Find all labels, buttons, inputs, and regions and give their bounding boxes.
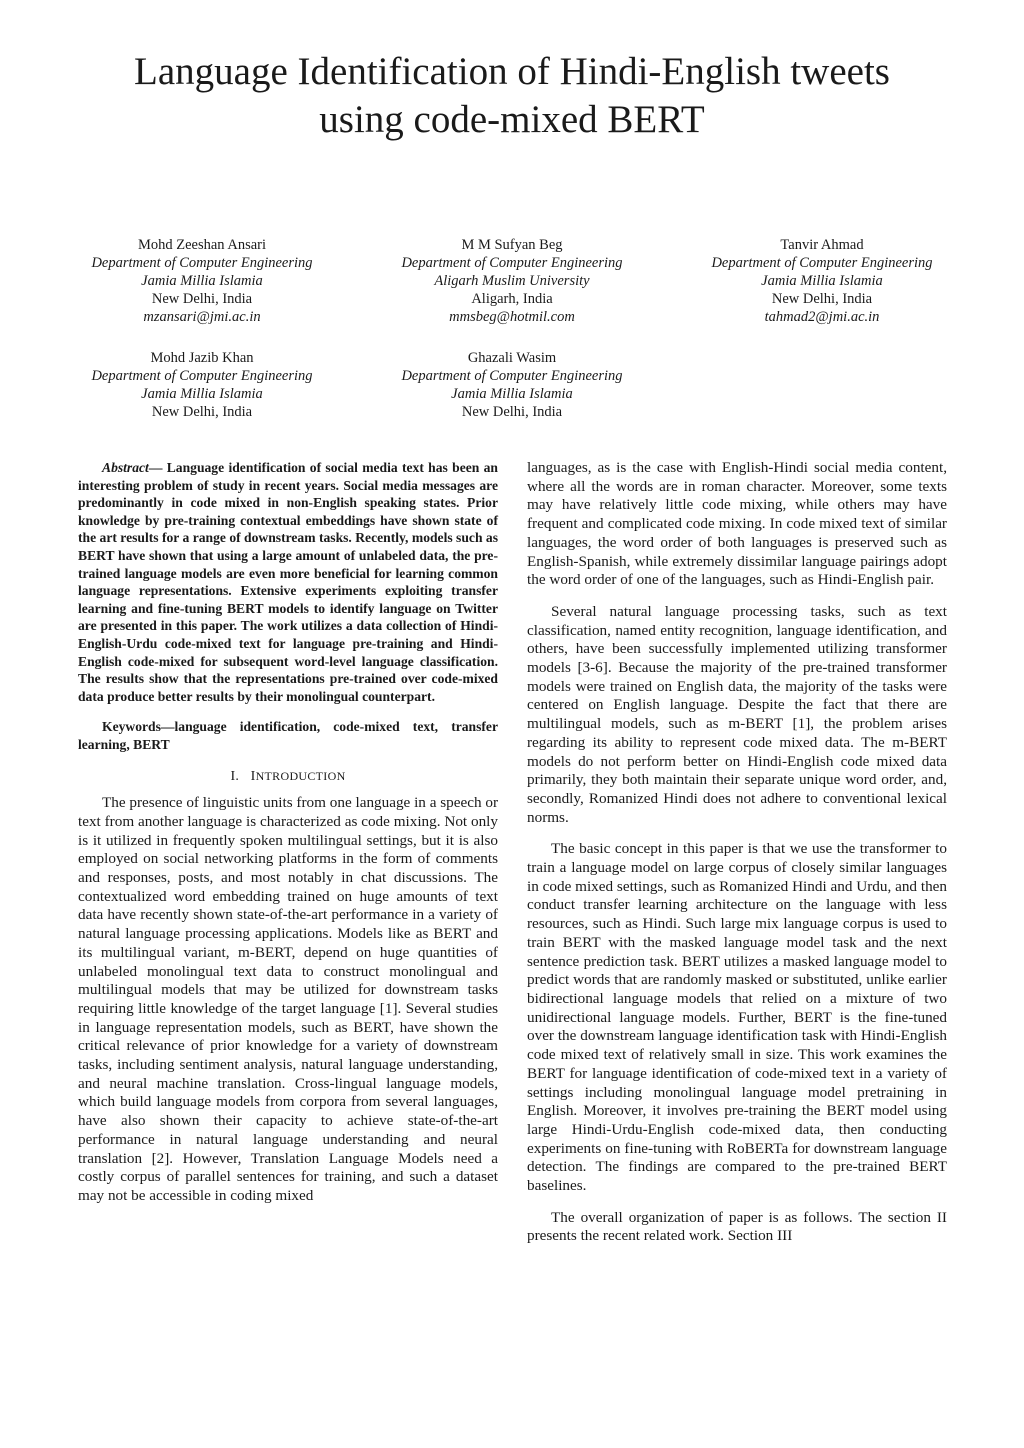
author-location: New Delhi, India (461, 404, 563, 420)
left-column (78, 459, 498, 1206)
author-name: Tanvir Ahmad (780, 237, 864, 253)
paper-title-line-1: Language Identification of Hindi-English tweets (134, 50, 890, 93)
section-title-rest: NTRODUCTION (255, 768, 346, 783)
section-title-initial: I (250, 768, 256, 784)
author-department: Department of Computer Engineering (401, 255, 623, 271)
section-number: I. (230, 768, 240, 784)
author-organization: Aligarh Muslim University (434, 273, 590, 289)
author-2 (362, 236, 662, 326)
author-department: Department of Computer Engineering (91, 368, 313, 384)
author-location: New Delhi, India (771, 291, 873, 307)
author-name: Mohd Zeeshan Ansari (137, 237, 267, 253)
author-location: New Delhi, India (151, 404, 253, 420)
intro-paragraph-3: The basic concept in this paper is that we use the transformer to train a language model on large corpus of closely similar languages in code mixed settings, such as Romanized Hindi and Urdu, and then conduct transfer learning architecture on the language with less resources, such as Hindi. Such large mix language corpus is used to train BERT with the masked language model task and the next sentence prediction task. BERT utilizes a masked language model to predict words that are randomly masked or substituted, unlike earlier bidirectional language models that relied on a mixture of two unidirectional language models. Further, BERT is the fine-tuned over the downstream language identification task with Hindi-English code mixed text of relatively small in size. This work examines the BERT for language identification of code-mixed text in a variety of settings including monolingual language model pretraining in English. Moreover, it involves pre-training the BERT model using large Hindi-Urdu-English code-mixed data, then conducting experiments on fine-tuning with RoBERTa for downstream language detection. The findings are compared to the pre-trained BERT baselines. (527, 840, 947, 1195)
intro-paragraph-1: The presence of linguistic units from one language in a speech or text from another language is characterized as code mixing. Not only is it utilized in frequently spoken multilingual settings, but it is also employed on social networking platforms in the form of comments and responses, posts, and most notably in chat discussions. The contextualized word embedding trained on huge amounts of text data have recently shown state-of-the-art performance in a variety of natural language processing applications. Models like as BERT and its multilingual variant, m-BERT, depend on huge quantities of unlabeled monolingual text data to construct monolingual and multilingual models that may be utilized for downstream tasks requiring little knowledge of the target language [1]. Several studies in language representation models, such as BERT, have shown the critical relevance of prior knowledge for a variety of downstream tasks, including sentiment analysis, natural language understanding, and neural machine translation. Cross-lingual language models, which build language models from corpora from several languages, have also shown their capacity to achieve state-of-the-art performance in natural language understanding and neural translation [2]. However, Translation Language Models need a costly corpus of parallel sentences for training, and such a dataset may not be accessible in coding mixed (78, 794, 499, 1204)
intro-paragraph-4: The overall organization of paper is as follows. The section II presents the recent related work. Section III (527, 1208, 947, 1245)
keywords: Keywords—language identification, code-mixed text, transfer learning, BERT (78, 719, 498, 752)
abstract (78, 459, 498, 705)
author-email: mzansari@jmi.ac.in (143, 309, 261, 325)
intro-paragraph-2: Several natural language processing tasks, such as text classification, named entity recognition, language identification, and others, have been successfully implemented utilizing transformer models [3-6]. Because the majority of the pre-trained transformer models were trained on English data, the majority of the tasks were centered on English language. Despite the fact that there are multilingual models, such as m-BERT [1], the problem arises regarding its ability to represent code mixed data. The m-BERT models do not perform better on Hindi-English code mixed data primarily, they both maintain their separate unique word order, and, secondly, Romanized Hindi does not adhere to conventional lexical norms. (527, 602, 947, 826)
author-organization: Jamia Millia Islamia (761, 273, 883, 289)
author-location: New Delhi, India (151, 291, 253, 307)
author-name: Ghazali Wasim (467, 350, 557, 366)
author-organization: Jamia Millia Islamia (451, 386, 573, 402)
author-name: Mohd Jazib Khan (150, 350, 254, 366)
abstract-text: — Language identification of social media text has been an interesting problem of study in recent years. Social media messages are predominantly in code mixed in non-English speaking states. Prior knowledge by pre-training contextual embeddings have shown state of the art results for a range of downstream tasks. Recently, models such as BERT have shown that using a large amount of unlabeled data, the pre-trained language models are even more beneficial for learning common language representations. Extensive experiments exploiting transfer learning and fine-tuning BERT models to identify language on Twitter are presented in this paper. The work utilizes a data collection of Hindi-English-Urdu code-mixed text for language pre-training and Hindi-English code-mixed for subsequent word-level language classification. The results show that the representations pre-trained over code-mixed data produce better results by their monolingual counterpart. (78, 460, 498, 704)
author-email: mmsbeg@hotmil.com (449, 309, 575, 325)
author-location: Aligarh, India (471, 291, 553, 307)
author-4 (52, 349, 352, 421)
right-column (527, 459, 947, 1259)
author-organization: Jamia Millia Islamia (141, 273, 263, 289)
author-email: tahmad2@jmi.ac.in (764, 309, 880, 325)
intro-paragraph-1-continued: languages, as is the case with English-Hindi social media content, where all the words are in roman character. Moreover, some texts may have relatively little code mixing, while others may have frequent and complicated code mixing. In code mixed text of similar languages, the word order of both languages is preserved such as English-Spanish, while extremely dissimilar language pairings adopt the word order of one of the languages, such as Hindi-English pair. (527, 459, 947, 589)
author-5 (362, 349, 662, 421)
author-department: Department of Computer Engineering (711, 255, 933, 271)
author-3 (672, 236, 972, 326)
author-name: M M Sufyan Beg (461, 237, 563, 253)
author-department: Department of Computer Engineering (401, 368, 623, 384)
author-1 (52, 236, 352, 326)
paper-title (60, 48, 964, 144)
author-organization: Jamia Millia Islamia (141, 386, 263, 402)
paper-title-line-2: using code-mixed BERT (319, 98, 705, 141)
section-heading-introduction (78, 767, 498, 787)
author-department: Department of Computer Engineering (91, 255, 313, 271)
abstract-label: Abstract (102, 460, 149, 475)
